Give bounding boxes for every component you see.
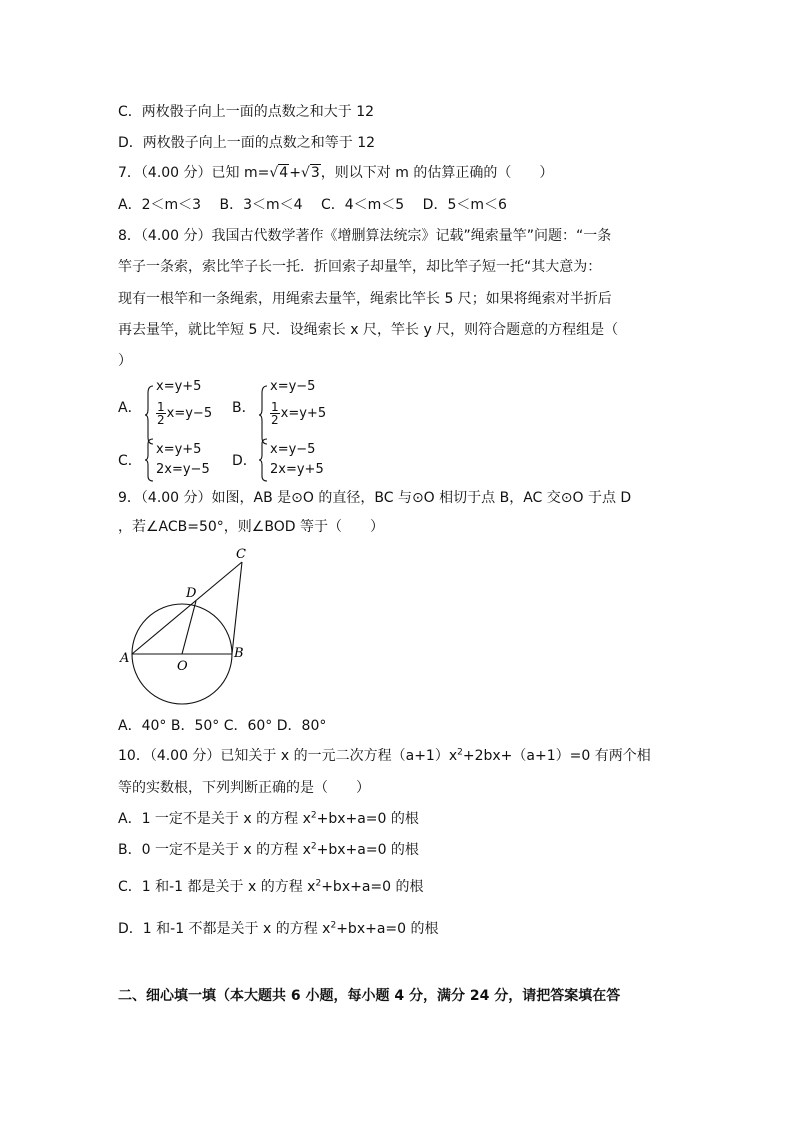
option-text: C．1 和-1 都是关于 x 的方程 x: [118, 879, 316, 895]
option-text-end: +bx+a=0 的根: [316, 842, 419, 858]
q7-stem: [118, 163, 553, 183]
q7-radicand-1: 4: [279, 165, 289, 181]
q10-option-b: [118, 840, 419, 860]
q7-stem-end: ，则以下对 m 的估算正确的（ ）: [320, 165, 554, 181]
q8-stem-line-1: 8．（4.00 分）我国古代数学著作《增删算法统宗》记载”绳索量竿”问题：“一条: [118, 228, 612, 244]
section-2-heading: 二、细心填一填（本大题共 6 小题，每小题 4 分，满分 24 分，请把答案填在答: [118, 988, 621, 1004]
q10-stem-line-1: [118, 746, 651, 766]
fraction-numerator: 1: [157, 400, 165, 414]
q8-b-eq1: x=y−5: [270, 379, 316, 394]
q8-stem-line-5: ）: [118, 353, 132, 369]
option-label: A．: [118, 400, 142, 416]
option-label: D．: [232, 453, 257, 469]
q8-b-eq2: [270, 401, 326, 426]
q10-stem-part-a: 10．（4.00 分）已知关于 x 的一元二次方程（a+1）x: [118, 748, 458, 764]
q8-option-c: [118, 438, 210, 482]
option-text-end: +bx+a=0 的根: [316, 811, 419, 827]
q8-a-eq2-rest: x=y−5: [166, 406, 213, 421]
q7-radicand-2: 3: [310, 165, 320, 181]
option-text: D．1 和-1 不都是关于 x 的方程 x: [118, 921, 331, 937]
option-text-end: +bx+a=0 的根: [336, 921, 439, 937]
q8-option-a: [118, 377, 212, 437]
q6-option-c: C．两枚骰子向上一面的点数之和大于 12: [118, 104, 375, 120]
brace-icon: [144, 385, 154, 429]
q8-d-eq2: 2x=y+5: [270, 462, 324, 477]
option-text: A．1 一定不是关于 x 的方程 x: [118, 811, 311, 827]
point-label-c: C: [236, 547, 246, 562]
sqrt-symbol: √: [300, 165, 310, 181]
q8-a-eq1: x=y+5: [156, 379, 202, 394]
q8-option-d: [232, 438, 324, 482]
tangent-bc: [232, 562, 242, 654]
q10-stem-line-2: 等的实数根，下列判断正确的是（ ）: [118, 780, 370, 796]
point-label-b: B: [234, 646, 244, 661]
q10-option-d: [118, 919, 439, 939]
q8-a-eq2: [156, 401, 212, 426]
superscript: 2: [310, 841, 317, 852]
brace-icon: [144, 438, 154, 482]
brace-icon: [258, 385, 268, 429]
superscript: 2: [315, 878, 322, 889]
superscript: 2: [457, 747, 463, 758]
q10-option-a: [118, 809, 419, 829]
option-label: B．: [232, 400, 256, 416]
q9-stem-line-2: ，若∠ACB=50°，则∠BOD 等于（ ）: [118, 519, 384, 535]
q7-stem-start: 7．（4.00 分）已知 m=: [118, 165, 270, 181]
q8-stem-line-4: 再去量竿，就比竿短 5 尺．设绳索长 x 尺，竿长 y 尺，则符合题意的方程组是（: [118, 322, 619, 338]
q8-d-eq1: x=y−5: [270, 442, 316, 457]
segment-ac: [132, 562, 242, 654]
option-text: B．0 一定不是关于 x 的方程 x: [118, 842, 311, 858]
brace-icon: [258, 438, 268, 482]
q9-options: A．40° B．50° C．60° D．80°: [118, 718, 327, 734]
option-text-end: +bx+a=0 的根: [321, 879, 424, 895]
segment-od: [182, 601, 196, 654]
point-label-o: O: [177, 659, 188, 674]
q7-options: A．2＜m＜3 B．3＜m＜4 C．4＜m＜5 D．5＜m＜6: [118, 197, 507, 213]
q8-stem-line-3: 现有一根竿和一条绳索，用绳索去量竿，绳索比竿长 5 尺；如果将绳索对半折后: [118, 291, 612, 307]
q8-c-eq1: x=y+5: [156, 442, 202, 457]
point-label-a: A: [120, 651, 130, 666]
superscript: 2: [330, 920, 337, 931]
q9-geometry-figure: [112, 540, 252, 710]
fraction: [270, 401, 280, 426]
superscript: 2: [310, 810, 317, 821]
q8-option-b: [232, 377, 326, 437]
q6-option-d: D．两枚骰子向上一面的点数之和等于 12: [118, 135, 376, 151]
q8-c-eq2: 2x=y−5: [156, 462, 210, 477]
fraction-denominator: 2: [271, 413, 279, 427]
q9-stem-line-1: 9．（4.00 分）如图，AB 是⊙O 的直径，BC 与⊙O 相切于点 B，AC 交⊙O 于点 D: [118, 490, 632, 506]
fraction-numerator: 1: [271, 400, 279, 414]
q8-b-eq2-rest: x=y+5: [280, 406, 327, 421]
q10-stem-part-b: +2bx+（a+1）=0 有两个相: [462, 748, 651, 764]
fraction: [156, 401, 166, 426]
q10-option-c: [118, 877, 424, 897]
fraction-denominator: 2: [157, 413, 165, 427]
point-label-d: D: [186, 586, 197, 601]
sqrt-symbol: √: [269, 165, 279, 181]
option-label: C．: [118, 453, 142, 469]
q7-plus: +: [289, 165, 301, 181]
q8-stem-line-2: 竿子一条索，索比竿子长一托．折回索子却量竿，却比竿子短一托“其大意为：: [118, 259, 602, 275]
